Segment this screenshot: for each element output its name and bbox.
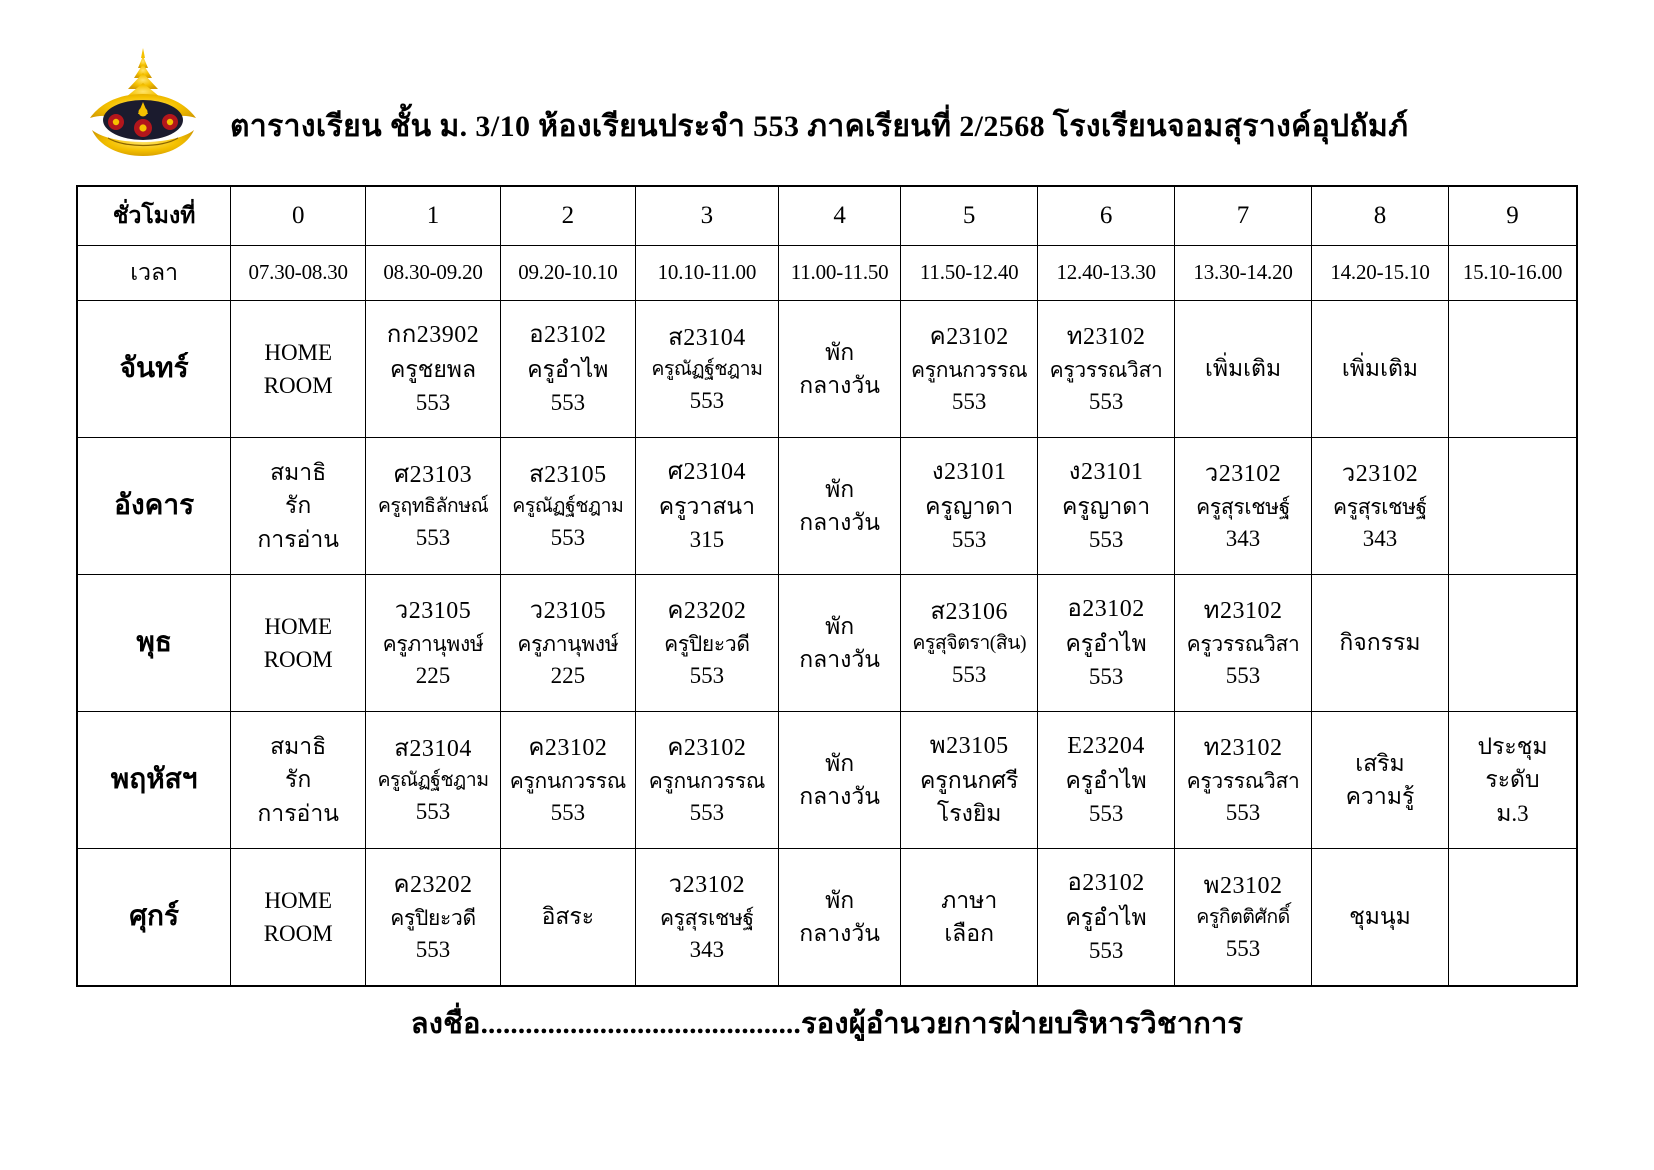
cell-line: กลางวัน: [799, 510, 881, 535]
schedule-cell-0-0[interactable]: [231, 301, 366, 438]
cell-line: ชุมนุม: [1349, 904, 1411, 930]
cell-line: ครูอำไพ: [1065, 905, 1147, 931]
cell-line: ว23105: [394, 597, 472, 624]
schedule-cell-2-5[interactable]: [901, 575, 1038, 712]
cell-line: ระดับ: [1485, 767, 1540, 793]
cell-content: [231, 301, 365, 437]
cell-line: พัก: [825, 476, 855, 502]
schedule-cell-3-0[interactable]: [231, 712, 366, 849]
cell-line: 553: [1225, 935, 1261, 961]
cell-line: ครูวรรณวิสา: [1186, 631, 1300, 656]
day-row: [77, 301, 1577, 438]
schedule-cell-1-5[interactable]: [901, 438, 1038, 575]
day-row: [77, 849, 1577, 987]
schedule-cell-2-6[interactable]: [1038, 575, 1175, 712]
cell-line: พัก: [825, 339, 855, 365]
cell-line: รัก: [285, 767, 312, 793]
schedule-cell-4-1[interactable]: [366, 849, 501, 987]
cell-content: [366, 712, 500, 848]
cell-line: การอ่าน: [257, 800, 340, 826]
cell-line: ค23202: [393, 871, 473, 898]
cell-content: [1449, 438, 1576, 574]
cell-line: ครูภานุพงษ์: [517, 631, 619, 656]
cell-content: [901, 849, 1037, 985]
cell-line: 553: [550, 799, 586, 825]
cell-line: กิจกรรม: [1339, 630, 1421, 656]
time-slot-3: 10.10-11.00: [635, 246, 778, 301]
cell-line: 553: [951, 527, 987, 553]
cell-content: [231, 575, 365, 711]
cell-line: พ23105: [929, 733, 1009, 760]
cell-line: 225: [550, 662, 586, 688]
cell-content: [501, 301, 635, 437]
cell-content: [1312, 438, 1448, 574]
cell-content: [1175, 301, 1311, 437]
cell-content: [231, 712, 365, 848]
cell-line: 553: [550, 390, 586, 416]
day-label-0: จันทร์: [77, 301, 231, 438]
cell-line: โรงยิม: [936, 801, 1002, 827]
schedule-cell-2-7[interactable]: [1175, 575, 1312, 712]
cell-line: ภาษา: [941, 887, 998, 913]
cell-line: ครูวรรณวิสา: [1049, 357, 1163, 382]
cell-content: [901, 438, 1037, 574]
cell-content: [901, 301, 1037, 437]
cell-line: ครูฤทธิลักษณ์: [377, 495, 489, 517]
time-slot-5: 11.50-12.40: [901, 246, 1038, 301]
cell-content: [366, 849, 500, 985]
time-slot-8: 14.20-15.10: [1312, 246, 1449, 301]
cell-content: [779, 438, 900, 574]
schedule-cell-0-5[interactable]: [901, 301, 1038, 438]
schedule-cell-1-8[interactable]: [1312, 438, 1449, 575]
cell-line: ครูปิยะวดี: [664, 631, 750, 656]
schedule-cell-3-7[interactable]: [1175, 712, 1312, 849]
schedule-cell-3-6[interactable]: [1038, 712, 1175, 849]
cell-line: พัก: [825, 750, 855, 776]
cell-line: ม.3: [1496, 800, 1529, 826]
cell-line: 553: [415, 798, 451, 824]
schedule-cell-3-9[interactable]: [1448, 712, 1577, 849]
cell-line: ความรู้: [1345, 784, 1415, 809]
cell-content: [779, 849, 900, 985]
cell-line: ศ23104: [667, 459, 746, 486]
schedule-cell-0-2[interactable]: [500, 301, 635, 438]
cell-line: ครูภานุพงษ์: [382, 631, 484, 656]
cell-line: 553: [951, 661, 987, 687]
cell-line: HOME: [264, 339, 333, 365]
cell-line: พัก: [825, 613, 855, 639]
cell-line: กลางวัน: [799, 647, 881, 672]
schedule-cell-2-2[interactable]: [500, 575, 635, 712]
cell-line: 343: [1225, 525, 1261, 551]
schedule-cell-4-6[interactable]: [1038, 849, 1175, 987]
cell-content: [501, 849, 635, 985]
schedule-cell-1-2[interactable]: [500, 438, 635, 575]
cell-line: 553: [1088, 801, 1124, 827]
cell-line: กลางวัน: [799, 921, 881, 946]
cell-content: [366, 575, 500, 711]
cell-line: ครูญาดา: [925, 494, 1014, 520]
cell-line: ประชุม: [1477, 733, 1548, 759]
cell-line: ครูกนกวรรณ: [648, 768, 766, 793]
cell-line: 553: [1225, 799, 1261, 825]
cell-content: [1175, 712, 1311, 848]
schedule-cell-3-5[interactable]: [901, 712, 1038, 849]
period-number-9: 9: [1448, 186, 1577, 246]
cell-line: ครูสุรเชษฐ์: [1196, 494, 1290, 519]
schedule-cell-1-6[interactable]: [1038, 438, 1175, 575]
school-crest-icon: [78, 42, 208, 172]
cell-line: 315: [689, 527, 725, 553]
time-slot-4: 11.00-11.50: [779, 246, 901, 301]
cell-content: [779, 575, 900, 711]
day-row: [77, 712, 1577, 849]
cell-content: [779, 301, 900, 437]
cell-line: E23204: [1067, 733, 1145, 760]
schedule-cell-4-9[interactable]: [1448, 849, 1577, 987]
cell-content: [636, 849, 778, 985]
time-slot-6: 12.40-13.30: [1038, 246, 1175, 301]
cell-line: ส23104: [668, 324, 746, 351]
cell-line: ครูญาดา: [1062, 494, 1151, 520]
cell-line: ค23102: [929, 323, 1009, 350]
time-header-label: เวลา: [77, 246, 231, 301]
schedule-cell-0-6[interactable]: [1038, 301, 1175, 438]
period-number-5: 5: [901, 186, 1038, 246]
cell-line: ครูณัฏฐ์ชฎาม: [512, 495, 624, 517]
schedule-cell-1-1[interactable]: [366, 438, 501, 575]
cell-line: 343: [689, 936, 725, 962]
schedule-cell-0-9[interactable]: [1448, 301, 1577, 438]
cell-line: ศ23103: [393, 461, 473, 488]
time-slot-9: 15.10-16.00: [1448, 246, 1577, 301]
cell-content: [1312, 575, 1448, 711]
cell-content: [1449, 849, 1576, 985]
schedule-cell-1-7[interactable]: [1175, 438, 1312, 575]
cell-line: 553: [1088, 388, 1124, 414]
period-number-3: 3: [635, 186, 778, 246]
cell-line: ครูอำไพ: [1065, 631, 1147, 657]
cell-content: [501, 712, 635, 848]
cell-content: [1449, 712, 1576, 848]
cell-content: [1449, 301, 1576, 437]
cell-line: ว23105: [529, 597, 607, 624]
day-row: [77, 438, 1577, 575]
cell-line: ว23102: [1204, 460, 1282, 487]
cell-line: 553: [1088, 938, 1124, 964]
schedule-cell-2-0[interactable]: [231, 575, 366, 712]
cell-line: ง23101: [931, 459, 1007, 486]
day-label-3: พฤหัสฯ: [77, 712, 231, 849]
cell-content: [1449, 575, 1576, 711]
schedule-cell-3-2[interactable]: [500, 712, 635, 849]
cell-content: [1312, 849, 1448, 985]
cell-line: ครูสุรเชษฐ์: [659, 905, 754, 930]
cell-content: [231, 849, 365, 985]
cell-line: ROOM: [263, 647, 333, 672]
cell-content: [501, 575, 635, 711]
cell-content: [636, 438, 778, 574]
period-number-0: 0: [231, 186, 366, 246]
schedule-cell-3-8[interactable]: [1312, 712, 1449, 849]
cell-line: ครูสุรเชษฐ์: [1333, 494, 1427, 519]
cell-line: ROOM: [263, 921, 333, 946]
period-header-row: [77, 186, 1577, 246]
cell-line: 553: [689, 662, 725, 688]
page-title: ตารางเรียน ชั้น ม. 3/10 ห้องเรียนประจำ 553 ภาคเรียนที่ 2/2568 โรงเรียนจอมสุรางค์อุปถัมภ์: [230, 110, 1409, 143]
cell-line: อ23102: [1067, 596, 1145, 623]
cell-line: ครูณัฏฐ์ชฎาม: [377, 769, 489, 791]
cell-content: [1038, 301, 1174, 437]
cell-line: 343: [1362, 525, 1398, 551]
schedule-cell-3-4[interactable]: [779, 712, 901, 849]
cell-line: 553: [550, 524, 586, 550]
cell-content: [1038, 849, 1174, 985]
cell-line: ค23102: [667, 734, 747, 761]
schedule-cell-4-2[interactable]: [500, 849, 635, 987]
cell-line: ส23105: [529, 461, 607, 488]
cell-line: ROOM: [263, 373, 333, 398]
cell-content: [1175, 575, 1311, 711]
cell-line: ครูอำไพ: [527, 357, 609, 383]
schedule-cell-1-4[interactable]: [779, 438, 901, 575]
cell-line: 553: [689, 799, 725, 825]
cell-line: เสริม: [1355, 750, 1405, 776]
cell-line: ส23104: [394, 735, 472, 762]
cell-line: 553: [1088, 664, 1124, 690]
schedule-cell-0-7[interactable]: [1175, 301, 1312, 438]
schedule-cell-2-8[interactable]: [1312, 575, 1449, 712]
schedule-cell-3-1[interactable]: [366, 712, 501, 849]
cell-content: [231, 438, 365, 574]
schedule-cell-4-4[interactable]: [779, 849, 901, 987]
cell-line: พัก: [825, 887, 855, 913]
time-header-row: [77, 246, 1577, 301]
cell-content: [901, 575, 1037, 711]
period-number-8: 8: [1312, 186, 1449, 246]
cell-content: [901, 712, 1037, 848]
cell-line: ครูอำไพ: [1065, 768, 1147, 794]
period-number-4: 4: [779, 186, 901, 246]
schedule-body: [77, 186, 1577, 986]
cell-line: สมาธิ: [270, 733, 327, 759]
cell-line: 553: [1088, 527, 1124, 553]
cell-line: ค23102: [528, 734, 608, 761]
cell-line: กลางวัน: [799, 784, 881, 809]
schedule-cell-4-8[interactable]: [1312, 849, 1449, 987]
schedule-cell-4-0[interactable]: [231, 849, 366, 987]
cell-content: [1175, 849, 1311, 985]
cell-line: ท23102: [1203, 597, 1283, 624]
cell-content: [636, 712, 778, 848]
schedule-table: [76, 185, 1578, 987]
period-number-2: 2: [500, 186, 635, 246]
schedule-cell-4-7[interactable]: [1175, 849, 1312, 987]
time-slot-7: 13.30-14.20: [1175, 246, 1312, 301]
day-label-1: อังคาร: [77, 438, 231, 575]
schedule-cell-3-3[interactable]: [635, 712, 778, 849]
cell-content: [366, 438, 500, 574]
schedule-cell-4-3[interactable]: [635, 849, 778, 987]
cell-content: [636, 301, 778, 437]
schedule-cell-1-9[interactable]: [1448, 438, 1577, 575]
schedule-cell-1-3[interactable]: [635, 438, 778, 575]
cell-content: [1038, 438, 1174, 574]
cell-line: การอ่าน: [257, 526, 340, 552]
cell-content: [636, 575, 778, 711]
cell-line: กลางวัน: [799, 373, 881, 398]
period-header-label: ชั่วโมงที่: [77, 186, 231, 246]
cell-line: กก23902: [386, 322, 480, 349]
period-number-7: 7: [1175, 186, 1312, 246]
cell-line: ง23101: [1068, 459, 1144, 486]
schedule-cell-0-1[interactable]: [366, 301, 501, 438]
cell-line: อ23102: [1067, 870, 1145, 897]
day-row: [77, 575, 1577, 712]
cell-line: HOME: [264, 887, 333, 913]
day-label-2: พุธ: [77, 575, 231, 712]
cell-line: ครูชยพล: [389, 357, 477, 383]
schedule-table-container: [76, 185, 1578, 987]
cell-content: [1038, 712, 1174, 848]
cell-line: ครูสุจิตรา(สิน): [912, 632, 1026, 654]
cell-line: 553: [689, 387, 725, 413]
cell-content: [779, 712, 900, 848]
cell-line: รัก: [285, 493, 312, 519]
cell-line: HOME: [264, 613, 333, 639]
schedule-cell-2-4[interactable]: [779, 575, 901, 712]
signature-line: ลงชื่อ...........................................รองผู้อำนวยการฝ่ายบริหารวิชาการ: [410, 1008, 1244, 1040]
cell-line: 553: [415, 390, 451, 416]
cell-line: ว23102: [668, 871, 746, 898]
time-slot-2: 09.20-10.10: [500, 246, 635, 301]
cell-line: ส23106: [930, 598, 1008, 625]
schedule-cell-0-3[interactable]: [635, 301, 778, 438]
cell-content: [1312, 712, 1448, 848]
cell-line: ครูวาสนา: [658, 494, 756, 520]
cell-line: ครูกนกวรรณ: [911, 357, 1028, 382]
schedule-cell-2-9[interactable]: [1448, 575, 1577, 712]
cell-line: 553: [415, 524, 451, 550]
cell-line: ครูปิยะวดี: [390, 905, 476, 930]
cell-line: 553: [1225, 662, 1261, 688]
cell-content: [1312, 301, 1448, 437]
cell-line: เพิ่มเติม: [1204, 356, 1282, 382]
schedule-cell-0-4[interactable]: [779, 301, 901, 438]
schedule-cell-2-3[interactable]: [635, 575, 778, 712]
cell-line: อิสระ: [541, 904, 595, 930]
schedule-cell-2-1[interactable]: [366, 575, 501, 712]
cell-line: ครูวรรณวิสา: [1186, 768, 1300, 793]
period-number-1: 1: [366, 186, 501, 246]
cell-line: 225: [415, 662, 451, 688]
schedule-cell-0-8[interactable]: [1312, 301, 1449, 438]
cell-line: เลือก: [944, 921, 995, 946]
cell-content: [1175, 438, 1311, 574]
cell-line: ครูณัฏฐ์ชฎาม: [651, 358, 763, 380]
cell-line: เพิ่มเติม: [1341, 356, 1419, 382]
cell-line: 553: [951, 388, 987, 414]
cell-line: ครูกนกศรี: [920, 768, 1019, 794]
cell-line: ค23202: [667, 597, 747, 624]
cell-line: พ23102: [1203, 872, 1283, 899]
cell-line: สมาธิ: [270, 459, 327, 485]
period-number-6: 6: [1038, 186, 1175, 246]
cell-line: ครูกนกวรรณ: [509, 768, 626, 793]
cell-content: [1038, 575, 1174, 711]
cell-line: ครูกิตติศักดิ์: [1196, 906, 1290, 928]
cell-line: ท23102: [1203, 734, 1283, 761]
cell-line: ท23102: [1066, 323, 1146, 350]
cell-line: 553: [415, 936, 451, 962]
day-label-4: ศุกร์: [77, 849, 231, 987]
cell-content: [501, 438, 635, 574]
cell-line: ว23102: [1341, 460, 1419, 487]
schedule-cell-1-0[interactable]: [231, 438, 366, 575]
time-slot-1: 08.30-09.20: [366, 246, 501, 301]
time-slot-0: 07.30-08.30: [231, 246, 366, 301]
document-header: [0, 0, 1654, 185]
cell-line: อ23102: [529, 322, 607, 349]
schedule-cell-4-5[interactable]: [901, 849, 1038, 987]
cell-content: [366, 301, 500, 437]
